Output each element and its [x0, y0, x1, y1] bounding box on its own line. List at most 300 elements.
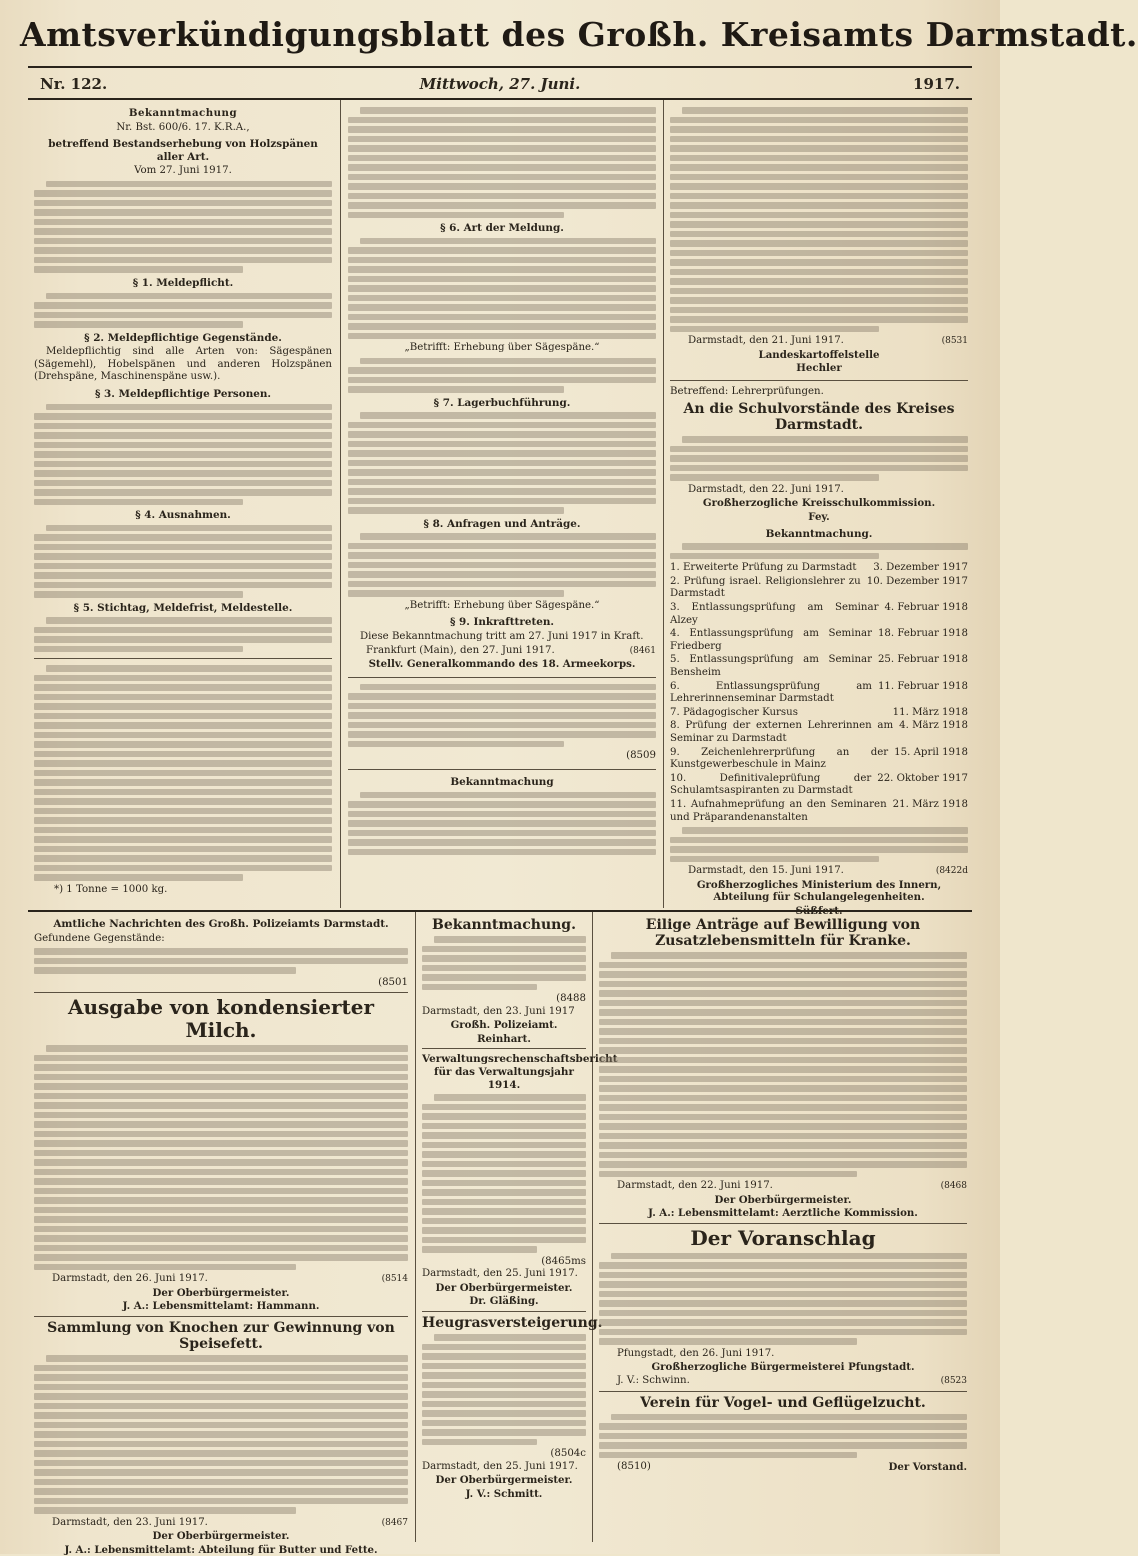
exam-row — [670, 654, 968, 679]
section-text: Diese Bekanntmachung tritt am 27. Juni 1917 in Kraft. — [360, 631, 644, 643]
text-line — [34, 1083, 408, 1090]
section-text: Meldepflichtig sind alle Arten von: Sägespänen (Sägemehl), Hobelspänen und anderen Holzspänen (Drehspäne, Maschinenspäne usw.). — [34, 346, 332, 383]
text-line — [348, 741, 564, 748]
section-heading: § 5. Stichtag, Meldefrist, Meldestelle. — [73, 601, 293, 614]
text-line — [34, 302, 332, 309]
exam-date: 3. Dezember 1917 — [873, 562, 968, 574]
text-line — [599, 1123, 967, 1130]
text-line — [34, 798, 332, 805]
text-line — [348, 126, 656, 133]
bottom-column-left — [34, 914, 408, 1556]
divider — [348, 769, 656, 770]
text-line — [348, 811, 656, 818]
text-line — [348, 202, 656, 209]
text-line — [670, 193, 968, 200]
article-title: Eilige Anträge auf Bewilligung von Zusatzlebensmitteln für Kranke. — [645, 917, 921, 949]
text-line — [34, 627, 332, 634]
article-title: Bekanntmachung. — [432, 917, 576, 933]
text-line — [422, 1199, 586, 1206]
text-line — [46, 293, 332, 300]
text-line — [46, 525, 332, 532]
text-line — [348, 562, 656, 569]
text-line — [422, 1391, 586, 1398]
text-line — [34, 1169, 408, 1176]
text-line — [670, 136, 968, 143]
article-title: Amtliche Nachrichten des Großh. Polizeiamts Darmstadt. — [53, 918, 389, 930]
text-line — [34, 480, 332, 487]
office-name: Großherzogliche Kreisschulkommission. — [702, 497, 936, 510]
article-title: Verwaltungsrechenschaftsbericht für das Verwaltungsjahr 1914. — [422, 1053, 618, 1091]
ref-number: (8531 — [941, 336, 968, 346]
text-line — [34, 219, 332, 226]
text-line — [348, 830, 656, 837]
text-line — [348, 304, 656, 311]
text-line — [348, 488, 656, 495]
exam-row — [670, 562, 968, 575]
signature: Der Oberbürgermeister. — [714, 1193, 852, 1206]
text-line — [348, 117, 656, 124]
text-line — [599, 1066, 967, 1073]
text-line — [670, 288, 968, 295]
text-line — [599, 1019, 967, 1026]
place-date: Darmstadt, den 22. Juni 1917. — [688, 483, 844, 495]
issue-year: 1917. — [913, 75, 960, 93]
text-line — [670, 446, 968, 453]
text-line — [34, 228, 332, 235]
text-line — [599, 971, 967, 978]
text-line — [422, 1161, 586, 1168]
text-line — [34, 1403, 408, 1410]
text-line — [599, 1281, 967, 1288]
text-line — [599, 1104, 967, 1111]
text-line — [422, 1132, 586, 1139]
text-line — [34, 1188, 408, 1195]
exam-date: 11. März 1918 — [892, 706, 968, 718]
text-line — [611, 952, 967, 959]
text-line — [422, 1208, 586, 1215]
ref-number: (8501 — [378, 976, 408, 988]
text-line — [348, 422, 656, 429]
text-line — [599, 1009, 967, 1016]
ref-number: (8467 — [381, 1517, 408, 1528]
text-line — [422, 1123, 586, 1130]
text-line — [348, 693, 656, 700]
text-line — [599, 1133, 967, 1140]
text-line — [34, 1450, 408, 1457]
signature: Der Oberbürgermeister. — [435, 1281, 573, 1294]
exam-row — [670, 747, 968, 772]
article-title: Verein für Vogel- und Geflügelzucht. — [640, 1394, 926, 1411]
text-line — [360, 238, 656, 245]
text-line — [46, 181, 332, 188]
bottom-column-right — [599, 914, 967, 1542]
text-line — [34, 1365, 408, 1372]
exam-date: 4. März 1918 — [899, 720, 968, 732]
exam-name: 5. Entlassungsprüfung am Seminar Bensheim — [670, 654, 872, 678]
exam-date: 15. April 1918 — [894, 746, 968, 758]
place-date: Darmstadt, den 26. Juni 1917. — [52, 1273, 208, 1285]
text-line — [670, 202, 968, 209]
text-line — [434, 936, 586, 943]
text-line — [34, 1422, 408, 1429]
text-line — [34, 1469, 408, 1476]
text-line — [34, 553, 332, 560]
text-line — [599, 981, 967, 988]
text-line — [360, 792, 656, 799]
text-line — [670, 278, 968, 285]
exam-list — [670, 562, 968, 824]
exam-row — [670, 720, 968, 745]
text-line — [360, 533, 656, 540]
signature: Der Oberbürgermeister. — [152, 1530, 290, 1543]
text-line — [422, 1353, 586, 1360]
text-line — [34, 958, 408, 965]
text-line — [34, 751, 332, 758]
text-line — [34, 572, 332, 579]
text-line — [670, 259, 968, 266]
text-line — [670, 183, 968, 190]
exam-date: 22. Oktober 1917 — [877, 772, 968, 784]
dateline — [617, 1461, 967, 1474]
text-line — [422, 1401, 586, 1408]
text-line — [670, 326, 879, 333]
text-line — [34, 1374, 408, 1381]
text-line — [348, 431, 656, 438]
text-line — [670, 221, 968, 228]
signature: J. V.: Schmitt. — [465, 1487, 543, 1500]
text-line — [348, 193, 656, 200]
text-line — [34, 1226, 408, 1233]
text-line — [682, 543, 968, 550]
text-line — [34, 1412, 408, 1419]
article-title: Bekanntmachung — [128, 107, 238, 119]
text-line — [599, 1057, 967, 1064]
text-line — [34, 732, 332, 739]
text-line — [422, 1151, 586, 1158]
text-line — [599, 1076, 967, 1083]
signature: Stellv. Generalkommando des 18. Armeekorps. — [368, 658, 636, 671]
text-line — [599, 1329, 967, 1336]
text-line — [34, 1140, 408, 1147]
text-line — [34, 1393, 408, 1400]
text-line — [34, 1093, 408, 1100]
text-line — [348, 460, 656, 467]
divider — [599, 1391, 967, 1392]
text-line — [34, 470, 332, 477]
text-line — [670, 455, 968, 462]
text-line — [422, 1372, 586, 1379]
article-title: An die Schulvorstände des Kreises Darmstadt. — [683, 401, 955, 434]
divider — [34, 658, 332, 659]
text-line — [348, 164, 656, 171]
exam-name: 10. Definitivaleprüfung der Schulamtsaspiranten zu Darmstadt — [670, 772, 872, 797]
text-line — [599, 990, 967, 997]
text-line — [34, 1074, 408, 1081]
ref-number: (8468 — [940, 1181, 967, 1191]
ref-number: (8514 — [381, 1274, 408, 1285]
text-line — [599, 962, 967, 969]
signature: Der Oberbürgermeister. — [152, 1286, 290, 1299]
text-line — [670, 164, 968, 171]
divider — [34, 992, 408, 993]
ref-number: (8510) — [617, 1461, 651, 1473]
exam-date: 25. Februar 1918 — [877, 654, 968, 666]
text-line — [670, 145, 968, 152]
text-line — [348, 507, 564, 514]
found-label: Gefundene Gegenstände: — [34, 932, 165, 944]
text-line — [670, 307, 968, 314]
signature: Hechler — [796, 362, 842, 375]
text-line — [34, 1488, 408, 1495]
text-line — [34, 1479, 408, 1486]
text-line — [422, 1113, 586, 1120]
text-line — [34, 1178, 408, 1185]
text-line — [348, 377, 656, 384]
text-line — [422, 1429, 586, 1436]
text-line — [34, 722, 332, 729]
quote: „Betrifft: Erhebung über Sägespäne.“ — [404, 599, 600, 611]
text-line — [348, 136, 656, 143]
issue-line — [40, 72, 960, 96]
text-line — [34, 1264, 296, 1271]
text-line — [34, 200, 332, 207]
text-line — [34, 770, 332, 777]
text-line — [599, 1433, 967, 1440]
text-line — [34, 713, 332, 720]
column-rule — [415, 912, 416, 1542]
text-line — [670, 212, 968, 219]
masthead-rule-bottom — [28, 98, 972, 100]
place-date: Darmstadt, den 21. Juni 1917. — [688, 335, 844, 346]
text-line — [34, 563, 332, 570]
text-line — [34, 451, 332, 458]
text-line — [34, 321, 243, 328]
text-line — [360, 358, 656, 365]
exam-name: 9. Zeichenlehrerprüfung an der Kunstgewerbeschule in Mainz — [670, 746, 889, 771]
article-title: Bekanntmachung. — [765, 527, 873, 540]
text-line — [348, 266, 656, 273]
text-line — [611, 1253, 967, 1260]
text-line — [34, 1245, 408, 1252]
text-line — [599, 1047, 967, 1054]
section-heading: § 7. Lagerbuchführung. — [433, 396, 571, 409]
ref-number: (8523 — [940, 1375, 967, 1386]
article-ref: Nr. Bst. 600/6. 17. K.R.A., — [116, 121, 250, 133]
exam-row — [670, 707, 968, 720]
ref-number: (8488 — [556, 993, 586, 1004]
exam-row — [670, 681, 968, 706]
section-heading: § 1. Meldepflicht. — [132, 276, 234, 289]
ref-number: (8504c — [550, 1448, 586, 1460]
text-line — [422, 1439, 537, 1446]
text-line — [348, 212, 564, 219]
text-line — [34, 266, 243, 273]
text-line — [670, 240, 968, 247]
betreff: Betreffend: Lehrerprüfungen. — [670, 385, 824, 397]
exam-row — [670, 628, 968, 653]
text-line — [348, 722, 656, 729]
text-line — [34, 646, 243, 653]
column-rule — [592, 912, 593, 1542]
text-line — [348, 145, 656, 152]
signature: Süßfert. — [795, 904, 843, 917]
article-title: Sammlung von Knochen zur Gewinnung von Speisefett. — [47, 1320, 395, 1353]
text-line — [348, 441, 656, 448]
text-line — [348, 314, 656, 321]
article-title: Ausgabe von kondensierter Milch. — [67, 995, 374, 1043]
text-line — [599, 1000, 967, 1007]
text-line — [34, 247, 332, 254]
bottom-column-middle — [422, 914, 618, 1542]
text-line — [599, 1142, 967, 1149]
ref-number: (8509 — [626, 750, 656, 762]
text-line — [599, 1152, 967, 1159]
signature: Dr. Gläßing. — [469, 1295, 539, 1308]
office-name: Großherzogliche Bürgermeisterei Pfungstadt. — [651, 1361, 915, 1374]
text-line — [34, 1197, 408, 1204]
text-line — [348, 450, 656, 457]
article-title: Heugrasversteigerung. — [422, 1315, 603, 1332]
exam-date: 18. Februar 1918 — [877, 628, 968, 640]
text-line — [422, 1410, 586, 1417]
text-line — [422, 1104, 586, 1111]
exam-name: 11. Aufnahmeprüfung an den Seminaren und Präparandenanstalten — [670, 798, 887, 823]
text-line — [34, 967, 296, 974]
text-line — [360, 684, 656, 691]
exam-row — [670, 576, 968, 601]
text-line — [348, 571, 656, 578]
text-line — [682, 436, 968, 443]
text-line — [34, 808, 332, 815]
text-line — [348, 333, 656, 340]
text-line — [670, 269, 968, 276]
masthead-title: Amtsverkündigungsblatt des Großh. Kreisamts Darmstadt. — [20, 15, 1138, 54]
text-line — [422, 1180, 586, 1187]
text-line — [422, 955, 586, 962]
text-line — [422, 974, 586, 981]
text-line — [348, 183, 656, 190]
text-line — [348, 295, 656, 302]
text-line — [682, 827, 968, 834]
place-date: Pfungstadt, den 26. Juni 1917. — [617, 1347, 775, 1359]
dateline — [52, 1273, 408, 1286]
text-line — [34, 1431, 408, 1438]
text-line — [670, 126, 968, 133]
divider — [422, 1048, 586, 1049]
text-line — [348, 498, 656, 505]
text-line — [422, 1363, 586, 1370]
section-heading: § 8. Anfragen und Anträge. — [423, 517, 581, 530]
text-line — [348, 285, 656, 292]
text-line — [34, 591, 243, 598]
text-line — [670, 846, 968, 853]
text-line — [422, 1227, 586, 1234]
text-line — [422, 1420, 586, 1427]
text-line — [670, 155, 968, 162]
signature: J. A.: Lebensmittelamt: Hammann. — [122, 1300, 320, 1313]
exam-date: 10. Dezember 1917 — [866, 575, 968, 587]
text-line — [34, 489, 332, 496]
text-line — [34, 413, 332, 420]
text-line — [599, 1095, 967, 1102]
divider — [422, 1311, 586, 1312]
dateline — [366, 645, 656, 658]
text-line — [599, 1114, 967, 1121]
signature: Großh. Polizeiamt. — [450, 1019, 558, 1032]
text-line — [34, 1207, 408, 1214]
text-line — [34, 1131, 408, 1138]
divider — [348, 677, 656, 678]
article-subject: betreffend Bestandserhebung von Holzspänen aller Art. — [48, 138, 318, 163]
text-line — [599, 1300, 967, 1307]
signature: Fey. — [808, 511, 830, 524]
text-line — [34, 1507, 296, 1514]
text-line — [34, 423, 332, 430]
text-line — [422, 1218, 586, 1225]
text-line — [34, 442, 332, 449]
section-heading: § 4. Ausnahmen. — [135, 509, 231, 522]
text-line — [34, 855, 332, 862]
signature: Der Oberbürgermeister. — [435, 1474, 573, 1487]
text-line — [422, 1170, 586, 1177]
exam-name: 1. Erweiterte Prüfung zu Darmstadt — [670, 562, 857, 574]
article-title: Der Voranschlag — [690, 1225, 876, 1250]
exam-row — [670, 799, 968, 824]
text-line — [348, 257, 656, 264]
text-line — [348, 174, 656, 181]
text-line — [34, 846, 332, 853]
ref-number: (8461 — [629, 645, 656, 656]
text-line — [599, 1338, 857, 1345]
text-line — [34, 1254, 408, 1261]
place-date: Frankfurt (Main), den 27. Juni 1917. — [366, 644, 555, 656]
exam-row — [670, 773, 968, 798]
text-line — [34, 432, 332, 439]
section-heading: § 2. Meldepflichtige Gegenstände. — [84, 331, 282, 344]
text-line — [599, 1028, 967, 1035]
text-line — [34, 499, 243, 506]
dateline — [617, 1180, 967, 1193]
text-line — [611, 1414, 967, 1421]
text-line — [348, 552, 656, 559]
text-line — [360, 107, 656, 114]
article-date: Vom 27. Juni 1917. — [134, 165, 232, 177]
text-line — [348, 590, 564, 597]
text-line — [34, 1498, 408, 1505]
office-name: Landeskartoffelstelle — [758, 348, 880, 361]
text-line — [34, 1235, 408, 1242]
text-line — [34, 1102, 408, 1109]
text-line — [348, 849, 656, 856]
article-continued — [348, 104, 656, 904]
text-line — [34, 779, 332, 786]
text-line — [670, 837, 968, 844]
text-line — [34, 836, 332, 843]
exam-name: 4. Entlassungsprüfung am Seminar Friedberg — [670, 628, 872, 652]
exam-row — [670, 602, 968, 627]
exam-name: 3. Entlassungsprüfung am Seminar Alzey — [670, 602, 879, 626]
issue-date: Mittwoch, 27. Juni. — [419, 75, 581, 93]
divider — [599, 1223, 967, 1224]
dateline — [688, 865, 968, 878]
place-date: Darmstadt, den 22. Juni 1917. — [617, 1180, 773, 1191]
text-line — [34, 817, 332, 824]
masthead-rule-top — [28, 66, 972, 68]
text-line — [670, 474, 879, 481]
text-line — [46, 404, 332, 411]
text-line — [360, 412, 656, 419]
text-line — [599, 1171, 857, 1178]
